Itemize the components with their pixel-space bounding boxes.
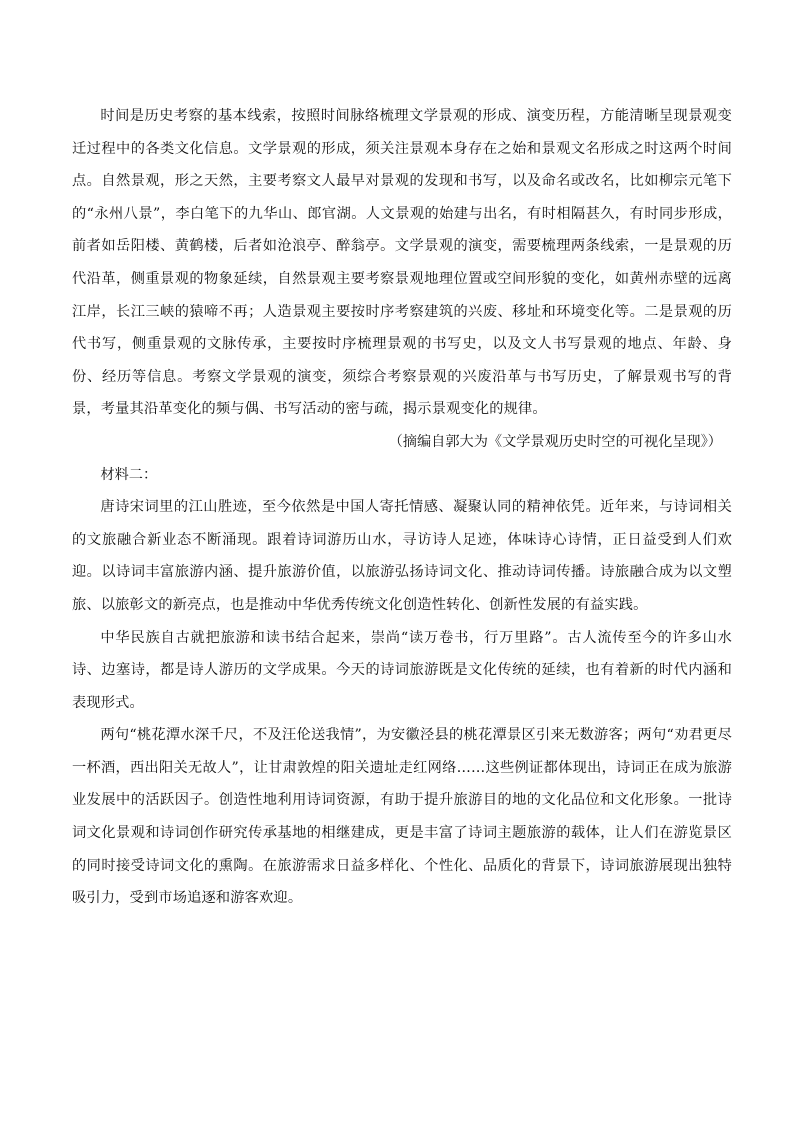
material-two-paragraph-1: 唐诗宋词里的江山胜迹，至今依然是中国人寄托情感、凝聚认同的精神依凭。近年来，与诗词相关的文旅融合新业态不断涌现。跟着诗词游历山水，寻访诗人足迹，体味诗心诗情，正日益受到人们欢迎。以诗词丰富旅游内涵、提升旅游价值，以旅游弘扬诗词文化、推动诗词传播。诗旅融合成为以文塑旅、以旅彰文的新亮点，也是推动中华优秀传统文化创造性转化、创新性发展的有益实践。 bbox=[72, 499, 732, 613]
material-one-source: （摘编自郭大为《文学景观历史时空的可视化呈现》） bbox=[388, 433, 722, 450]
material-one-paragraph: 时间是历史考察的基本线索，按照时间脉络梳理文学景观的形成、演变历程，方能清晰呈现景观变迁过程中的各类文化信息。文学景观的形成，须关注景观本身存在之始和景观文名形成之时这两个时间点。自然景观，形之天然，主要考察文人最早对景观的发现和书写，以及命名或改名，比如柳宗元笔下的“永州八景”，李白笔下的九华山、郎官湖。人文景观的始建与出名，有时相隔甚久，有时同步形成，前者如岳阳楼、黄鹤楼，后者如沧浪亭、醉翁亭。文学景观的演变，需要梳理两条线索，一是景观的历代沿革，侧重景观的物象延续，自然景观主要考察景观地理位置或空间形貌的变化，如黄州赤壁的远离江岸，长江三峡的猿啼不再；人造景观主要按时序考察建筑的兴废、移址和环境变化等。二是景观的历代书写，侧重景观的文脉传承，主要按时序梳理景观的书写史，以及文人书写景观的地点、年龄、身份、经历等信息。考察文学景观的演变，须综合考察景观的兴废沿革与书写历史，了解景观书写的背景，考量其沿革变化的频与偶、书写活动的密与疏，揭示景观变化的规律。 bbox=[72, 108, 732, 418]
document-page bbox=[72, 100, 732, 915]
material-two-paragraph-2: 中华民族自古就把旅游和读书结合起来，崇尚“读万卷书，行万里路”。古人流传至今的许多山水诗、边塞诗，都是诗人游历的文学成果。今天的诗词旅游既是文化传统的延续，也有着新的时代内涵和表现形式。 bbox=[72, 629, 732, 711]
material-two-label: 材料二： bbox=[100, 466, 158, 483]
material-two-paragraph-3: 两句“桃花潭水深千尺，不及汪伦送我情”，为安徽泾县的桃花潭景区引来无数游客；两句“劝君更尽一杯酒，西出阳关无故人”，让甘肃敦煌的阳关遗址走红网络……这些例证都体现出，诗词正在成为旅游业发展中的活跃因子。创造性地利用诗词资源，有助于提升旅游目的地的文化品位和文化形象。一批诗词文化景观和诗词创作研究传承基地的相继建成，更是丰富了诗词主题旅游的载体，让人们在游览景区的同时接受诗词文化的熏陶。在旅游需求日益多样化、个性化、品质化的背景下，诗词旅游展现出独特吸引力，受到市场追逐和游客欢迎。 bbox=[72, 727, 732, 907]
